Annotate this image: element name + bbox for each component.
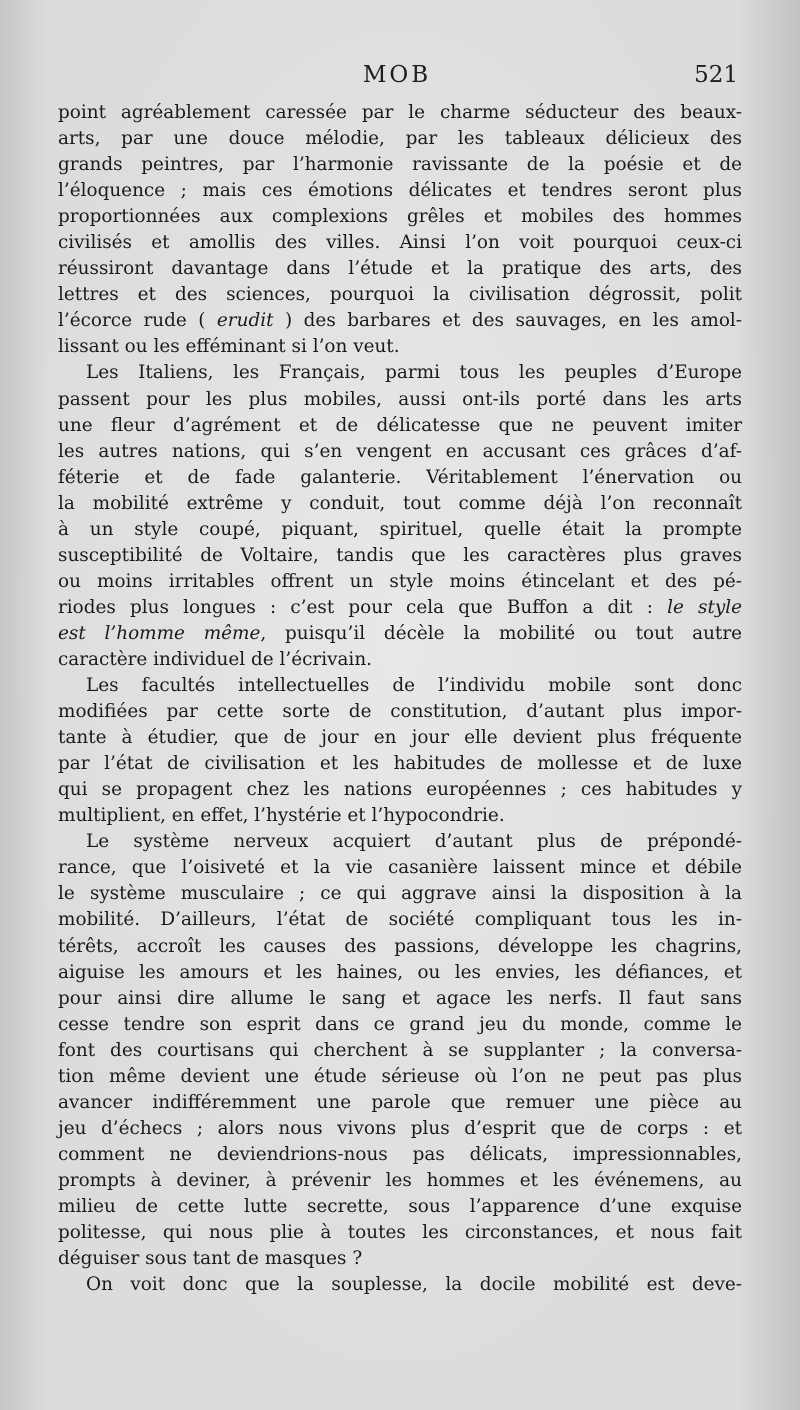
text-line: Les facultés intellectuelles de l’individu mobile sont donc [86, 675, 742, 697]
text-line: déguiser sous tant de masques ? [58, 1248, 363, 1270]
text-line: mobilité. D’ailleurs, l’état de société compliquant tous les in- [58, 909, 742, 931]
italic-text: est l’homme même [58, 622, 261, 644]
text-line: réussiront davantage dans l’étude et la pratique des arts, des [58, 258, 742, 280]
text-line: avancer indifféremment une parole que remuer une pièce au [58, 1091, 742, 1113]
text-line: Les Italiens, les Français, parmi tous les peuples d’Europe [86, 362, 742, 384]
italic-text: le style [667, 596, 742, 618]
text-line [58, 308, 742, 334]
text-line: susceptibilité de Voltaire, tandis que les caractères plus graves [58, 544, 742, 566]
text-line [58, 621, 742, 647]
text-line: font des courtisans qui cherchent à se supplanter ; la conversa- [58, 1039, 742, 1061]
text-line: modifiées par cette sorte de constitution, d’autant plus impor- [58, 701, 742, 723]
text-segment: ) des barbares et des sauvages, en les amol- [273, 310, 743, 332]
text-line: multiplient, en effet, l’hystérie et l’hypocondrie. [58, 805, 505, 827]
text-line: caractère individuel de l’écrivain. [58, 648, 373, 670]
text-line: pour ainsi dire allume le sang et agace les nerfs. Il faut sans [58, 987, 742, 1009]
text-line: une fleur d’agrément et de délicatesse que ne peuvent imiter [58, 414, 742, 436]
text-line: point agréablement caressée par le charme séducteur des beaux- [58, 102, 742, 123]
text-line: prompts à deviner, à prévenir les hommes et les événemens, au [58, 1169, 742, 1191]
text-line: féterie et de fade galanterie. Véritablement l’énervation ou [58, 466, 742, 488]
text-line: passent pour les plus mobiles, aussi ont-ils porté dans les arts [58, 388, 742, 410]
text-segment: l’écorce rude ( [58, 310, 217, 332]
text-line: jeu d’échecs ; alors nous vivons plus d’esprit que de corps : et [58, 1117, 742, 1139]
text-line: Le système nerveux acquiert d’autant plus de prépondé- [86, 831, 742, 853]
text-line: térêts, accroît les causes des passions, développe les chagrins, [58, 935, 742, 957]
text-line: le système musculaire ; ce qui aggrave ainsi la disposition à la [58, 883, 742, 905]
text-line: proportionnées aux complexions grêles et mobiles des hommes [58, 206, 742, 228]
text-line: grands peintres, par l’harmonie ravissante de la poésie et de [58, 154, 742, 176]
text-line: les autres nations, qui s’en vengent en accusant ces grâces d’af- [58, 440, 742, 462]
text-line: qui se propagent chez les nations européennes ; ces habitudes y [58, 779, 742, 801]
text-segment: , puisqu’il décèle la mobilité ou tout autre [260, 622, 743, 644]
text-line: On voit donc que la souplesse, la docile mobilité est deve- [86, 1274, 742, 1296]
page-number: 521 [694, 62, 738, 88]
text-line: arts, par une douce mélodie, par les tableaux délicieux des [58, 128, 742, 150]
italic-text: erudit [216, 310, 274, 332]
text-line: lettres et des sciences, pourquoi la civilisation dégrossit, polit [58, 284, 742, 306]
text-line: à un style coupé, piquant, spirituel, quelle était la prompte [58, 518, 742, 540]
text-line: milieu de cette lutte secrette, sous l’apparence d’une exquise [58, 1195, 742, 1217]
text-line: civilisés et amollis des villes. Ainsi l’on voit pourquoi ceux-ci [58, 232, 742, 254]
text-segment: riodes plus longues : c’est pour cela que Buffon a dit : [58, 596, 668, 618]
text-line [58, 595, 742, 621]
text-line: tion même devient une étude sérieuse où l’on ne peut pas plus [58, 1065, 742, 1087]
text-line: comment ne deviendrions-nous pas délicats, impressionnables, [58, 1143, 742, 1165]
text-line: l’éloquence ; mais ces émotions délicates et tendres seront plus [58, 180, 742, 202]
text-line: ou moins irritables offrent un style moins étincelant et des pé- [58, 570, 742, 592]
text-line: la mobilité extrême y conduit, tout comme déjà l’on reconnaît [58, 492, 742, 514]
text-line: aiguise les amours et les haines, ou les envies, les défiances, et [58, 961, 742, 983]
running-head [56, 62, 738, 96]
text-line: par l’état de civilisation et les habitudes de mollesse et de luxe [58, 753, 742, 775]
text-line: tante à étudier, que de jour en jour elle devient plus fréquente [58, 727, 742, 749]
text-line: cesse tendre son esprit dans ce grand jeu du monde, comme le [58, 1013, 742, 1035]
running-title: MOB [362, 62, 432, 88]
text-line: rance, que l’oisiveté et la vie casanière laissent mince et débile [58, 857, 742, 879]
body-text [58, 100, 742, 1298]
text-line: lissant ou les efféminant si l’on veut. [58, 336, 400, 358]
text-line: politesse, qui nous plie à toutes les circonstances, et nous fait [58, 1222, 742, 1244]
